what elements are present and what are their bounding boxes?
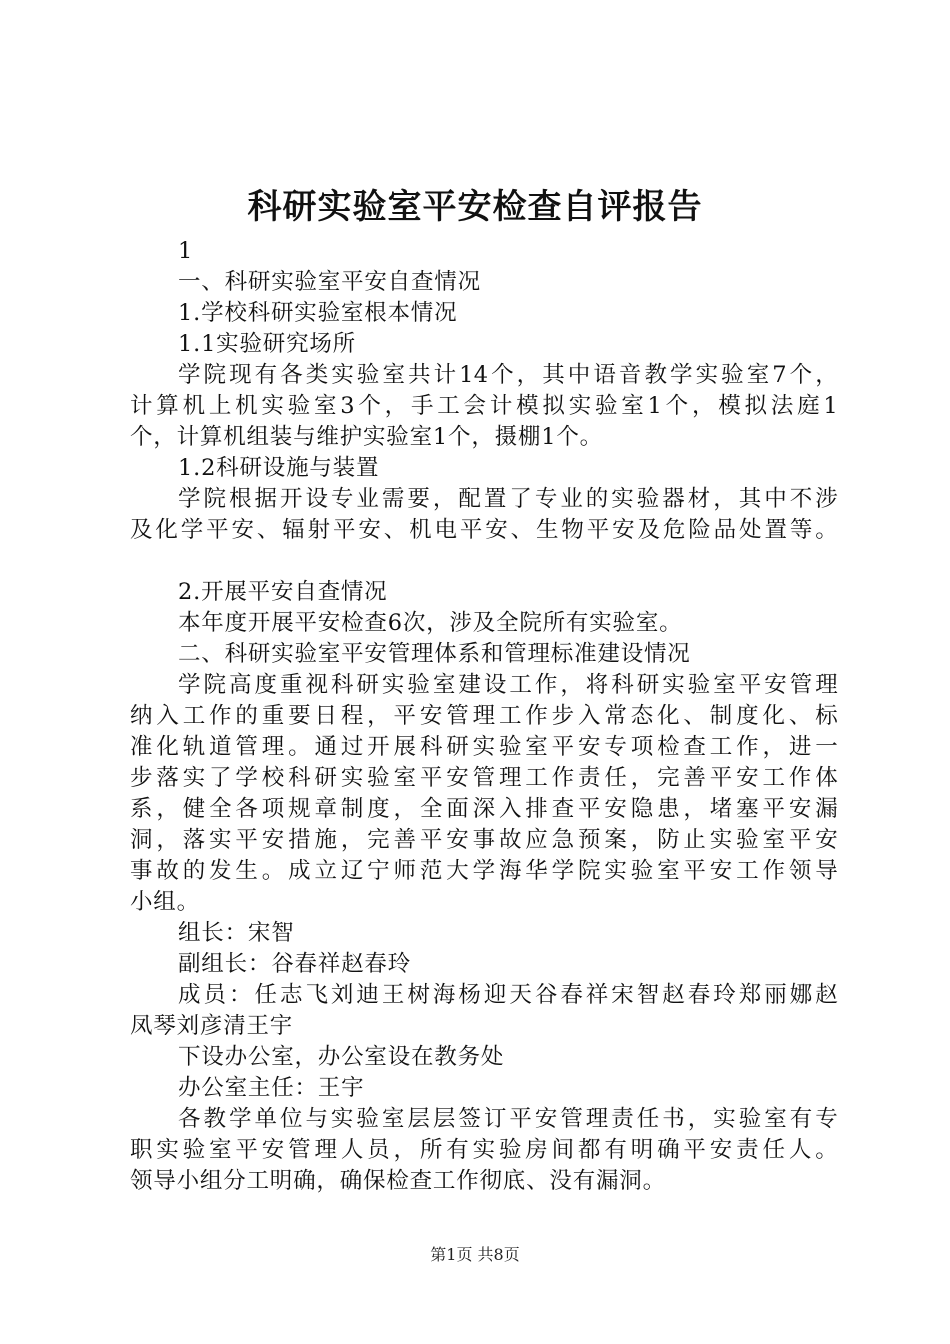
paragraph-line: 1.学校科研实验室根本情况 bbox=[178, 300, 458, 326]
paragraph-line: 1.2科研设施与装置 bbox=[178, 455, 380, 481]
paragraph-line: 步落实了学校科研实验室平安管理工作责任，完善平安工作体 bbox=[130, 765, 838, 791]
document-body bbox=[130, 236, 838, 1197]
paragraph-line: 学院高度重视科研实验室建设工作，将科研实验室平安管理 bbox=[178, 672, 838, 698]
paragraph-line: 小组。 bbox=[130, 889, 200, 915]
paragraph-line: 职实验室平安管理人员，所有实验房间都有明确平安责任人。 bbox=[130, 1137, 838, 1163]
document-title: 科研实验室平安检查自评报告 bbox=[247, 187, 703, 227]
paragraph-line: 事故的发生。成立辽宁师范大学海华学院实验室平安工作领导 bbox=[130, 858, 838, 884]
paragraph-line: 二、科研实验室平安管理体系和管理标准建设情况 bbox=[178, 641, 691, 667]
paragraph-line: 各教学单位与实验室层层签订平安管理责任书，实验室有专 bbox=[178, 1106, 838, 1132]
paragraph-line: 成员：任志飞刘迪王树海杨迎天谷春祥宋智赵春玲郑丽娜赵 bbox=[178, 982, 838, 1008]
paragraph-line: 下设办公室，办公室设在教务处 bbox=[178, 1044, 505, 1070]
paragraph-line: 系，健全各项规章制度，全面深入排查平安隐患，堵塞平安漏 bbox=[130, 796, 838, 822]
paragraph-line: 准化轨道管理。通过开展科研实验室平安专项检查工作，进一 bbox=[130, 734, 838, 760]
paragraph-line: 一、科研实验室平安自查情况 bbox=[178, 269, 481, 295]
paragraph-line: 学院根据开设专业需要，配置了专业的实验器材，其中不涉 bbox=[178, 486, 838, 512]
paragraph-line: 副组长：谷春祥赵春玲 bbox=[178, 951, 412, 977]
paragraph-line: 学院现有各类实验室共计14个，其中语音教学实验室7个， bbox=[178, 362, 838, 388]
paragraph-line: 1 bbox=[178, 238, 194, 264]
paragraph-line: 本年度开展平安检查6次，涉及全院所有实验室。 bbox=[178, 610, 683, 636]
paragraph-line: 组长：宋智 bbox=[178, 920, 295, 946]
paragraph-line: 纳入工作的重要日程，平安管理工作步入常态化、制度化、标 bbox=[130, 703, 838, 729]
paragraph-line: 及化学平安、辐射平安、机电平安、生物平安及危险品处置等。 bbox=[130, 517, 838, 543]
paragraph-line: 计算机上机实验室3个，手工会计模拟实验室1个，模拟法庭1 bbox=[130, 393, 838, 419]
paragraph-line: 个，计算机组装与维护实验室1个，摄棚1个。 bbox=[130, 424, 603, 450]
paragraph-line: 洞，落实平安措施，完善平安事故应急预案，防止实验室平安 bbox=[130, 827, 838, 853]
paragraph-line: 领导小组分工明确，确保检查工作彻底、没有漏洞。 bbox=[130, 1168, 666, 1194]
paragraph-line: 凤琴刘彦清王宇 bbox=[130, 1013, 294, 1039]
paragraph-line: 办公室主任：王宇 bbox=[178, 1075, 365, 1101]
blank-line bbox=[130, 546, 838, 577]
page-footer: 第1页 共8页 bbox=[430, 1245, 520, 1264]
paragraph-line: 1.1实验研究场所 bbox=[178, 331, 356, 357]
paragraph-line: 2.开展平安自查情况 bbox=[178, 579, 388, 605]
